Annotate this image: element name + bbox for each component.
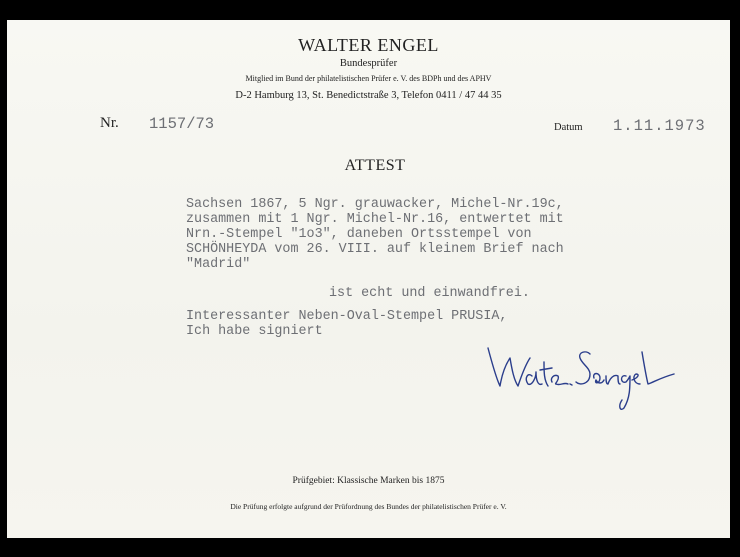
letterhead-title: Bundesprüfer xyxy=(339,58,398,69)
body-line: SCHÖNHEYDA vom 26. VIII. auf kleinem Brief nach xyxy=(186,242,564,257)
verdict-line: ist echt und einwandfrei. xyxy=(329,286,530,301)
body-line: "Madrid" xyxy=(186,257,251,272)
body-line: Sachsen 1867, 5 Ngr. grauwacker, Michel-Nr.19c, xyxy=(186,197,564,212)
footer-scope: Prüfgebiet: Klassische Marken bis 1875 xyxy=(292,476,445,486)
remark-line: Ich habe signiert xyxy=(186,324,323,339)
footer-note: Die Prüfung erfolgte aufgrund der Prüfordnung des Bundes der philatelistischen Prüfer e. V. xyxy=(230,502,507,511)
letterhead-name: WALTER ENGEL xyxy=(298,35,439,55)
body-line: zusammen mit 1 Ngr. Michel-Nr.16, entwertet mit xyxy=(186,212,564,227)
attest-document xyxy=(7,20,730,538)
reference-number-value: 1157/73 xyxy=(149,115,215,133)
remark-line: Interessanter Neben-Oval-Stempel PRUSIA, xyxy=(186,309,508,324)
letterhead-address: D-2 Hamburg 13, St. Benedictstraße 3, Telefon 0411 / 47 44 35 xyxy=(235,90,502,101)
date-label: Datum xyxy=(554,122,583,133)
handwritten-signature xyxy=(482,328,682,418)
attest-heading: ATTEST xyxy=(344,157,406,174)
letterhead-membership: Mitglied im Bund der philatelistischen Prüfer e. V. des BDPh und des APHV xyxy=(245,74,492,83)
date-value: 1.11.1973 xyxy=(613,117,706,135)
reference-number-label: Nr. xyxy=(100,115,119,131)
body-line: Nrn.-Stempel "1o3", daneben Ortsstempel von xyxy=(186,227,532,242)
